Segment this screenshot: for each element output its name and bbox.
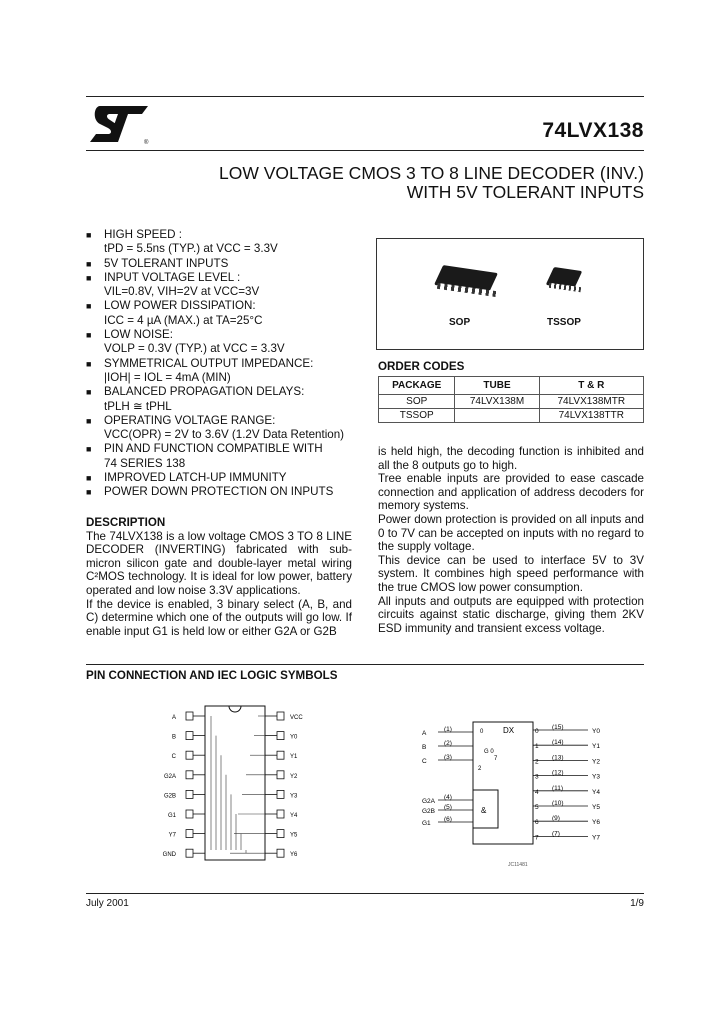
- description-left: [86, 516, 352, 638]
- pin-box-right: [277, 712, 284, 720]
- header-rule: [86, 150, 644, 151]
- iec-input-name: G1: [422, 820, 431, 827]
- pin-box-left: [186, 771, 193, 779]
- description-right: [378, 445, 644, 635]
- feature-detail: tPLH ≅ tPHL: [104, 399, 172, 413]
- description-heading: DESCRIPTION: [86, 516, 166, 529]
- pin-label-left: B: [171, 734, 176, 741]
- order-cell: 74LVX138M: [455, 395, 539, 409]
- bullet-icon: ■: [86, 473, 92, 484]
- feature-item: [86, 228, 376, 242]
- iec-output-index: 5: [535, 804, 539, 811]
- pin-box-left: [186, 712, 193, 720]
- bullet-icon: ■: [86, 258, 92, 269]
- iec-output-index: 1: [535, 743, 539, 751]
- ic-body: [205, 706, 265, 860]
- iec-output-index: 7: [535, 834, 539, 842]
- iec-output-index: 0: [535, 728, 539, 735]
- feature-item: [86, 299, 376, 313]
- iec-output-num: (15): [552, 724, 564, 731]
- bullet-icon: ■: [86, 415, 92, 426]
- iec-output-num: (7): [552, 830, 560, 838]
- iec-output-name: Y2: [592, 758, 600, 766]
- pin-box-left: [186, 830, 193, 838]
- feature-title: LOW POWER DISSIPATION:: [104, 299, 256, 313]
- iec-input-num: (3): [444, 754, 452, 761]
- iec-mark: 7: [494, 756, 498, 762]
- pin-box-left: [186, 790, 193, 798]
- pin-label-right: Y1: [290, 754, 298, 761]
- feature-detail: ICC = 4 µA (MAX.) at TA=25°C: [104, 313, 263, 327]
- feature-item: [86, 328, 376, 342]
- iec-input-name: B: [422, 744, 427, 751]
- package-images: [376, 238, 644, 350]
- feature-item: [86, 471, 376, 485]
- iec-output-index: 3: [535, 773, 539, 781]
- feature-detail: 74 SERIES 138: [104, 456, 186, 470]
- iec-code: JC11481: [508, 862, 528, 868]
- svg-text:®: ®: [144, 140, 149, 146]
- iec-input-num: (1): [444, 726, 452, 733]
- pin-box-right: [277, 849, 284, 857]
- description-paragraph: If the device is enabled, 3 binary select (A, B, and C) determine which one of the outputs will go low. If enable input G1 is held low or either G2A or G2B: [86, 597, 352, 638]
- iec-mark: &: [481, 806, 487, 815]
- iec-output-num: (12): [552, 769, 564, 777]
- pin-label-right: Y5: [290, 832, 298, 839]
- iec-input-num: (5): [444, 804, 452, 811]
- iec-output-index: 2: [535, 758, 539, 766]
- pin-label-left: G1: [167, 813, 176, 819]
- feature-item: [86, 442, 376, 456]
- iec-input-num: (4): [444, 794, 452, 801]
- feature-title: SYMMETRICAL OUTPUT IMPEDANCE:: [104, 356, 314, 370]
- title-line-2: WITH 5V TOLERANT INPUTS: [406, 182, 644, 202]
- order-header-package: PACKAGE: [379, 377, 455, 395]
- iec-input-name: G2B: [422, 808, 436, 815]
- iec-output-name: Y5: [592, 804, 600, 811]
- footer-page: 1/9: [630, 898, 644, 909]
- feature-detail: tPD = 5.5ns (TYP.) at VCC = 3.3V: [104, 242, 278, 256]
- table-row: [379, 395, 644, 409]
- feature-title: BALANCED PROPAGATION DELAYS:: [104, 385, 305, 399]
- part-number: 74LVX138: [542, 119, 644, 142]
- iec-output-num: (11): [552, 784, 564, 792]
- pin-label-right: Y3: [290, 793, 298, 800]
- pin-box-left: [186, 732, 193, 740]
- description-paragraph: All inputs and outputs are equipped with protection circuits against static discharge, giving them 2KV ESD immunity and transient excess voltage.: [378, 594, 644, 635]
- feature-item: [86, 271, 376, 285]
- iec-input-num: (2): [444, 740, 452, 747]
- iec-output-num: (10): [552, 800, 564, 807]
- pin-label-left: A: [171, 715, 176, 721]
- bullet-icon: ■: [86, 272, 92, 283]
- feature-item: [86, 257, 376, 271]
- order-codes-heading: ORDER CODES: [378, 360, 465, 373]
- bullet-icon: ■: [86, 487, 92, 498]
- order-header-tube: TUBE: [455, 377, 539, 395]
- iec-output-name: Y6: [592, 819, 600, 827]
- pin-box-right: [277, 751, 284, 759]
- feature-detail: VOLP = 0.3V (TYP.) at VCC = 3.3V: [104, 342, 285, 356]
- feature-detail: |IOH| = IOL = 4mA (MIN): [104, 370, 231, 384]
- pin-box-left: [186, 810, 193, 818]
- feature-detail: VIL=0.8V, VIH=2V at VCC=3V: [104, 285, 260, 299]
- iec-input-num: (6): [444, 816, 452, 823]
- feature-title: LOW NOISE:: [104, 328, 173, 342]
- top-rule: [86, 96, 644, 97]
- pin-box-right: [277, 810, 284, 818]
- iec-input-name: G2A: [422, 798, 436, 805]
- order-cell: 74LVX138TTR: [539, 409, 643, 423]
- document-title: [219, 164, 644, 202]
- iec-box: [473, 722, 533, 844]
- section-rule: [86, 664, 644, 665]
- pin-label-right: Y4: [290, 813, 298, 819]
- pin-box-right: [277, 790, 284, 798]
- table-row: [379, 409, 644, 423]
- feature-title: INPUT VOLTAGE LEVEL :: [104, 270, 241, 284]
- iec-logic-symbol: [418, 718, 628, 868]
- bullet-icon: ■: [86, 301, 92, 312]
- order-cell: 74LVX138MTR: [539, 395, 643, 409]
- sop-label: SOP: [449, 317, 471, 328]
- iec-mark: 0: [480, 729, 484, 735]
- feature-item: [86, 414, 376, 428]
- iec-output-name: Y3: [592, 773, 600, 781]
- iec-input-name: A: [422, 730, 427, 737]
- iec-output-name: Y0: [592, 728, 600, 735]
- pin-label-left: GND: [162, 852, 176, 859]
- order-cell: SOP: [379, 395, 455, 409]
- footer-rule: [86, 893, 644, 894]
- pin-connection-diagram: [150, 700, 320, 880]
- description-paragraph: This device can be used to interface 5V to 3V system. It combines high speed performance with the true CMOS low power consumption.: [378, 553, 644, 594]
- iec-output-num: (14): [552, 739, 564, 747]
- tssop-label: TSSOP: [547, 317, 581, 328]
- iec-output-name: Y4: [592, 788, 600, 796]
- order-codes-table: [378, 376, 644, 423]
- pin-box-left: [186, 751, 193, 759]
- iec-output-num: (13): [552, 754, 564, 762]
- feature-detail: VCC(OPR) = 2V to 3.6V (1.2V Data Retention): [104, 428, 345, 442]
- description-paragraph: The 74LVX138 is a low voltage CMOS 3 TO 8 LINE DECODER (INVERTING) fabricated with sub-micron silicon gate and double-layer metal wiring C²MOS technology. It is ideal for low power, battery operated and low noise 3.3V applications.: [86, 529, 352, 597]
- iec-mark: G 0: [484, 749, 494, 755]
- pin-label-right: Y6: [290, 852, 298, 859]
- iec-output-index: 6: [535, 819, 539, 827]
- iec-output-num: (9): [552, 815, 560, 823]
- feature-title: POWER DOWN PROTECTION ON INPUTS: [104, 485, 334, 499]
- iec-output-name: Y1: [592, 743, 600, 751]
- tssop-pins: [549, 283, 581, 292]
- feature-title: IMPROVED LATCH-UP IMMUNITY: [104, 471, 287, 485]
- bullet-icon: ■: [86, 387, 92, 398]
- title-line-1: LOW VOLTAGE CMOS 3 TO 8 LINE DECODER (INV.): [219, 163, 644, 183]
- iec-output-index: 4: [535, 788, 539, 796]
- pin-label-left: C: [171, 754, 176, 761]
- iec-mark: 2: [478, 766, 482, 772]
- bullet-icon: ■: [86, 358, 92, 369]
- feature-title: PIN AND FUNCTION COMPATIBLE WITH: [104, 442, 323, 456]
- feature-title: OPERATING VOLTAGE RANGE:: [104, 413, 276, 427]
- bullet-icon: ■: [86, 330, 92, 341]
- pin-section-heading: PIN CONNECTION AND IEC LOGIC SYMBOLS: [86, 669, 338, 682]
- bullet-icon: ■: [86, 444, 92, 455]
- bullet-icon: ■: [86, 230, 92, 240]
- order-header-tr: T & R: [539, 377, 643, 395]
- pin-box-right: [277, 830, 284, 838]
- pin-box-left: [186, 849, 193, 857]
- order-cell: [455, 409, 539, 423]
- description-paragraph: is held high, the decoding function is inhibited and all the 8 outputs go to high.: [378, 445, 644, 472]
- pin-label-left: Y7: [168, 832, 176, 839]
- ic-notch: [229, 706, 241, 712]
- pin-box-right: [277, 771, 284, 779]
- description-paragraph: Power down protection is provided on all inputs and 0 to 7V can be accepted on inputs with no regard to the supply voltage.: [378, 512, 644, 554]
- footer-date: July 2001: [86, 898, 129, 909]
- order-cell: TSSOP: [379, 409, 455, 423]
- feature-item: [86, 357, 376, 371]
- iec-input-name: C: [422, 758, 427, 765]
- iec-output-name: Y7: [592, 834, 600, 842]
- pin-box-right: [277, 732, 284, 740]
- feature-item: [86, 485, 376, 499]
- feature-title: HIGH SPEED :: [104, 228, 182, 241]
- pin-label-left: G2B: [163, 793, 176, 800]
- st-logo: [86, 100, 152, 148]
- feature-title: 5V TOLERANT INPUTS: [104, 256, 229, 270]
- iec-dx-label: DX: [503, 726, 515, 735]
- pin-label-right: Y0: [290, 734, 298, 741]
- feature-item: [86, 385, 376, 399]
- pin-label-right: Y2: [290, 773, 298, 780]
- pin-label-right: VCC: [290, 715, 303, 721]
- pin-label-left: G2A: [163, 773, 176, 780]
- feature-list: [86, 228, 376, 500]
- description-paragraph: Tree enable inputs are provided to ease cascade connection and application of address decoders for memory systems.: [378, 472, 644, 513]
